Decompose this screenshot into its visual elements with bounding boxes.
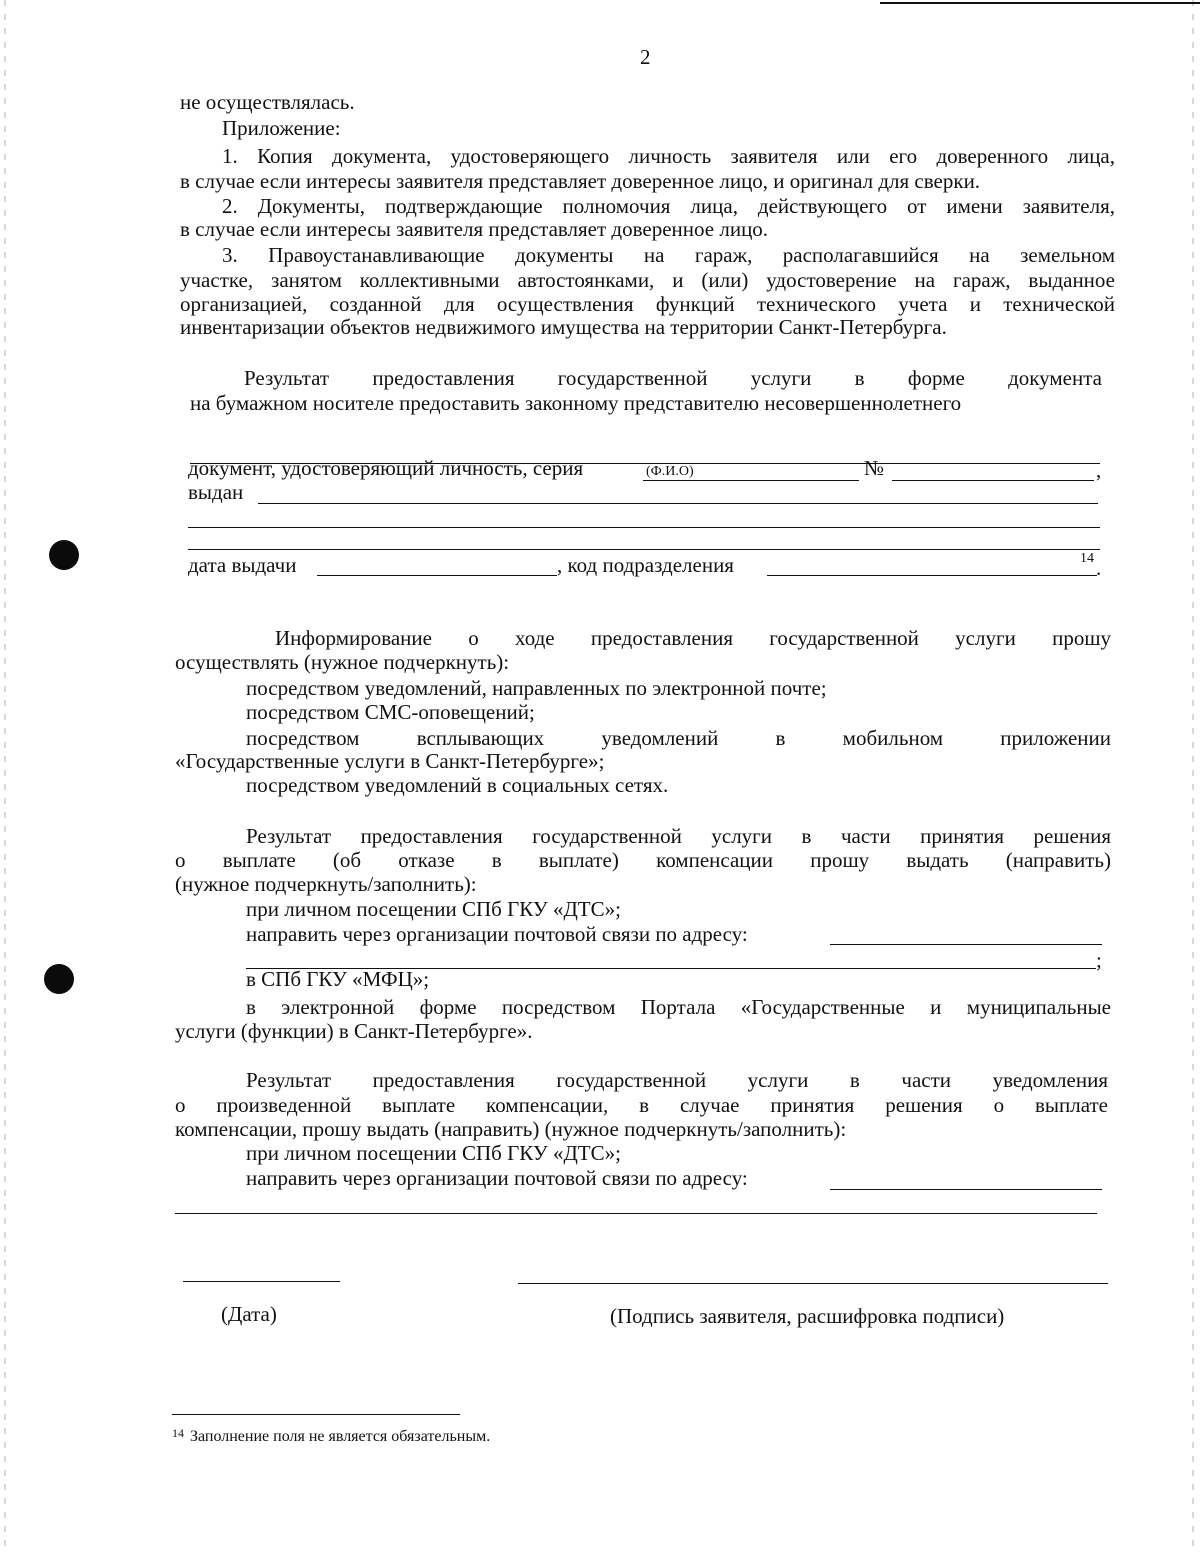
fio-caption: (Ф.И.О) (646, 464, 694, 479)
punch-hole-upper (49, 540, 79, 570)
decision-line-1: Результат предоставления государственной услуги в части принятия решения (246, 824, 1111, 848)
scan-top-mark (880, 2, 1200, 4)
issued-field-line-1[interactable] (258, 503, 1098, 504)
appendix-item-1-line-1: 1. Копия документа, удостоверяющего личность заявителя или его доверенного лица, (222, 144, 1115, 168)
doc-number-comma: , (1096, 458, 1102, 482)
informing-option-sms[interactable]: посредством СМС-оповещений; (246, 700, 535, 724)
informing-line-1: Информирование о ходе предоставления государственной услуги прошу (275, 626, 1111, 650)
decision-option-personal[interactable]: при личном посещении СПб ГКУ «ДТС»; (246, 897, 621, 921)
informing-option-social[interactable]: посредством уведомлений в социальных сетях. (246, 773, 669, 797)
date-caption: (Дата) (221, 1302, 277, 1326)
informing-option-push-line-2[interactable]: «Государственные услуги в Санкт-Петербурге»; (175, 749, 605, 773)
appendix-item-3-line-4: инвентаризации объектов недвижимого имущества на территории Санкт-Петербурга. (180, 315, 947, 339)
footnote-number: 14 (172, 1426, 184, 1440)
decision-option-portal-line-1[interactable]: в электронной форме посредством Портала «Государственные и муниципальные (246, 995, 1111, 1019)
decision-option-post[interactable]: направить через организации почтовой связи по адресу: (246, 922, 748, 946)
appendix-item-1-line-2: в случае если интересы заявителя представляет доверенное лицо, и оригинал для сверки. (180, 169, 981, 193)
paper-result-line-2: на бумажном носителе предоставить законному представителю несовершеннолетнего (190, 391, 962, 415)
informing-option-email[interactable]: посредством уведомлений, направленных по электронной почте; (246, 676, 827, 700)
decision-post-address-field-1[interactable] (830, 944, 1102, 945)
issued-label: выдан (188, 480, 244, 504)
signature-field[interactable] (518, 1283, 1108, 1284)
issue-date-field[interactable] (317, 575, 557, 576)
punch-hole-lower (44, 964, 74, 994)
decision-option-mfc[interactable]: в СПб ГКУ «МФЦ»; (246, 967, 430, 991)
payment-option-post[interactable]: направить через организации почтовой связи по адресу: (246, 1166, 748, 1190)
scan-edge-right (1192, 0, 1194, 1553)
payment-notice-line-1: Результат предоставления государственной услуги в части уведомления (246, 1068, 1108, 1092)
payment-notice-line-2: о произведенной выплате компенсации, в случае принятия решения о выплате (175, 1093, 1108, 1117)
issued-field-line-3[interactable] (188, 549, 1100, 550)
appendix-item-2-line-2: в случае если интересы заявителя представляет доверенное лицо. (180, 217, 769, 241)
scan-edge-left (4, 0, 6, 1553)
doc-number-label: № (864, 456, 885, 480)
issued-field-line-2[interactable] (188, 527, 1100, 528)
division-code-label: , код подразделения (557, 553, 734, 577)
payment-post-address-field-1[interactable] (830, 1189, 1102, 1190)
appendix-item-3-line-3: организацией, созданной для осуществления функций технического учета и технической (180, 292, 1115, 316)
signature-caption: (Подпись заявителя, расшифровка подписи) (610, 1304, 1005, 1328)
date-field[interactable] (183, 1281, 340, 1282)
division-code-field[interactable] (767, 575, 1097, 576)
appendix-title: Приложение: (222, 116, 341, 140)
footnote-ref: 14 (1080, 551, 1094, 566)
doc-number-field[interactable] (892, 480, 1094, 481)
decision-line-2: о выплате (об отказе в выплате) компенсации прошу выдать (направить) (175, 848, 1111, 872)
appendix-item-3-line-2: участке, занятом коллективными автостоянками, и (или) удостоверение на гараж, выданное (180, 268, 1115, 292)
footnote-separator (172, 1414, 460, 1415)
informing-option-push-line-1[interactable]: посредством всплывающих уведомлений в мобильном приложении (246, 726, 1111, 750)
division-code-period: . (1096, 556, 1102, 580)
doc-series-field[interactable] (643, 480, 859, 481)
paper-result-line-1: Результат предоставления государственной услуги в форме документа (244, 366, 1102, 390)
payment-post-address-field-2[interactable] (175, 1213, 1097, 1214)
decision-line-3: (нужное подчеркнуть/заполнить): (175, 872, 477, 896)
decision-option-portal-line-2[interactable]: услуги (функции) в Санкт-Петербурге». (175, 1019, 533, 1043)
decision-post-end: ; (1096, 948, 1102, 972)
doc-series-label: документ, удостоверяющий личность, серия (188, 456, 584, 480)
payment-notice-line-3: компенсации, прошу выдать (направить) (нужное подчеркнуть/заполнить): (175, 1117, 847, 1141)
appendix-item-2-line-1: 2. Документы, подтверждающие полномочия лица, действующего от имени заявителя, (222, 194, 1115, 218)
issue-date-label: дата выдачи (188, 553, 297, 577)
appendix-item-3-line-1: 3. Правоустанавливающие документы на гараж, располагавшийся на земельном (222, 243, 1115, 267)
footnote-text: Заполнение поля не является обязательным. (190, 1428, 491, 1445)
payment-option-personal[interactable]: при личном посещении СПб ГКУ «ДТС»; (246, 1141, 621, 1165)
intro-tail: не осуществлялась. (180, 90, 355, 114)
page-number: 2 (640, 45, 651, 69)
informing-line-2: осуществлять (нужное подчеркнуть): (175, 650, 510, 674)
